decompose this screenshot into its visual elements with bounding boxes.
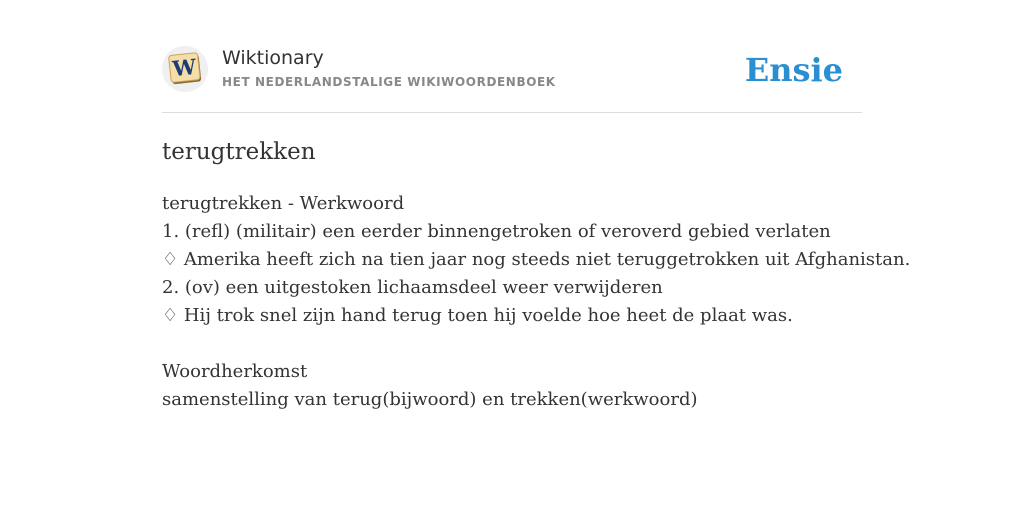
definition-2: 2. (ov) een uitgestoken lichaamsdeel weer verwijderen (162, 277, 663, 298)
example-2: ♢ Hij trok snel zijn hand terug toen hij voelde hoe heet de plaat was. (162, 305, 793, 326)
page-title: terugtrekken (162, 139, 316, 165)
entry-content (162, 190, 910, 414)
example-1: ♢ Amerika heeft zich na tien jaar nog steeds niet teruggetrokken uit Afghanistan. (162, 249, 911, 270)
etymology-heading: Woordherkomst (162, 361, 308, 382)
wiktionary-tile-icon (162, 46, 208, 92)
entry-heading: terugtrekken - Werkwoord (162, 193, 405, 214)
site-tagline: HET NEDERLANDSTALIGE WIKIWOORDENBOEK (222, 75, 556, 89)
page-container (162, 0, 911, 410)
spacer (162, 330, 910, 358)
logo-letter: W (171, 53, 198, 82)
etymology-text: samenstelling van terug(bijwoord) en trekken(werkwoord) (162, 389, 698, 410)
definition-1: 1. (refl) (militair) een eerder binnengetroken of veroverd gebied verlaten (162, 221, 831, 242)
ensie-logo[interactable]: Ensie (744, 51, 843, 89)
header (162, 0, 862, 113)
wiktionary-logo[interactable] (162, 46, 208, 92)
site-name[interactable]: Wiktionary (222, 47, 324, 69)
